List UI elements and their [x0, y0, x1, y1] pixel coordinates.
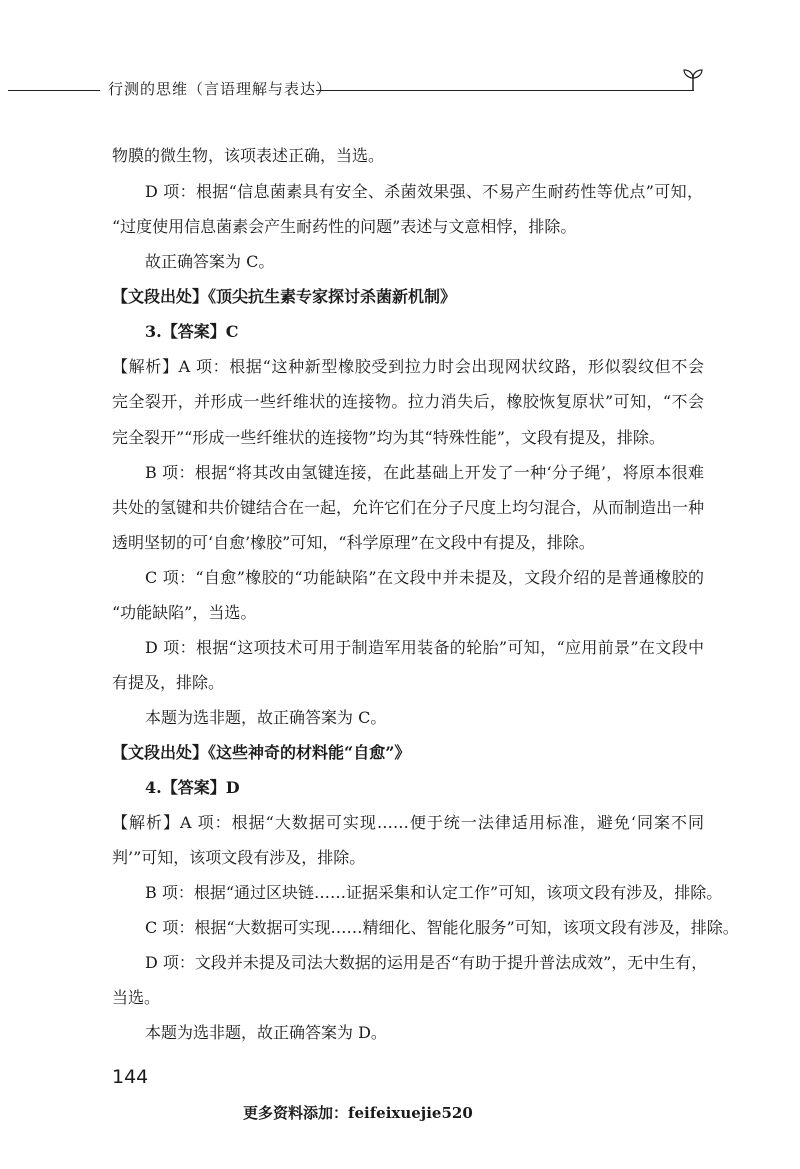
- text-line: 本题为选非题，故正确答案为 D。: [145, 1023, 387, 1042]
- text-line: C 项：根据“大数据可实现……精细化、智能化服务”可知，该项文段有涉及，排除。: [145, 918, 739, 937]
- answer-heading: 3.【答案】C: [145, 322, 239, 341]
- sprout-icon: [680, 66, 706, 92]
- text-line: D 项：根据“信息菌素具有安全、杀菌效果强、不易产生耐药性等优点”可知，: [145, 182, 703, 201]
- text-line: “功能缺陷”，当选。: [112, 603, 257, 622]
- answer-heading: 4.【答案】D: [145, 778, 240, 797]
- text-line: D 项：根据“这项技术可用于制造军用装备的轮胎”可知，“应用前景”在文段中: [145, 638, 704, 657]
- text-line: 当选。: [112, 988, 161, 1007]
- text-line: B 项：根据“通过区块链……证据采集和认定工作”可知，该项文段有涉及，排除。: [145, 883, 723, 902]
- header-rule-right: [316, 90, 694, 91]
- text-line: D 项：文段并未提及司法大数据的运用是否“有助于提升普法成效”，无中生有，: [145, 953, 708, 972]
- footer-note: 更多资料添加：feifeixuejie520: [243, 1104, 473, 1122]
- text-line: “过度使用信息菌素会产生耐药性的问题”表述与文意相悖，排除。: [112, 217, 577, 236]
- page-number: 144: [112, 1066, 149, 1088]
- source-citation: 【文段出处】《这些神奇的材料能“自愈”》: [112, 743, 411, 762]
- text-line: 故正确答案为 C。: [145, 252, 275, 271]
- text-line: 有提及，排除。: [112, 673, 225, 692]
- text-line: 【解析】A 项：根据“大数据可实现……便于统一法律适用标准，避免‘同案不同: [112, 813, 704, 832]
- running-header: [0, 74, 800, 104]
- text-line: 完全裂开，并形成一些纤维状的连接物。拉力消失后，橡胶恢复原状”可知，“不会: [112, 392, 704, 411]
- text-line: 共处的氢键和共价键结合在一起，允许它们在分子尺度上均匀混合，从而制造出一种: [112, 498, 705, 517]
- text-line: B 项：根据“将其改由氢键连接，在此基础上开发了一种‘分子绳’，将原本很难: [145, 463, 704, 482]
- text-line: C 项：“自愈”橡胶的“功能缺陷”在文段中并未提及，文段介绍的是普通橡胶的: [145, 568, 704, 587]
- text-line: 透明坚韧的可‘自愈’橡胶”可知，“科学原理”在文段中有提及，排除。: [112, 533, 595, 552]
- header-rule-left: [8, 90, 100, 91]
- text-line: 【解析】A 项：根据“这种新型橡胶受到拉力时会出现网状纹路，形似裂纹但不会: [112, 357, 704, 376]
- text-line: 物膜的微生物，该项表述正确，当选。: [112, 146, 385, 165]
- text-line: 判’”可知，该项文段有涉及，排除。: [112, 848, 366, 867]
- text-line: 完全裂开”“形成一些纤维状的连接物”均为其“特殊性能”，文段有提及，排除。: [112, 428, 665, 447]
- source-citation: 【文段出处】《顶尖抗生素专家探讨杀菌新机制》: [112, 287, 457, 306]
- header-title: 行测的思维（言语理解与表达）: [108, 80, 333, 98]
- text-line: 本题为选非题，故正确答案为 C。: [145, 708, 387, 727]
